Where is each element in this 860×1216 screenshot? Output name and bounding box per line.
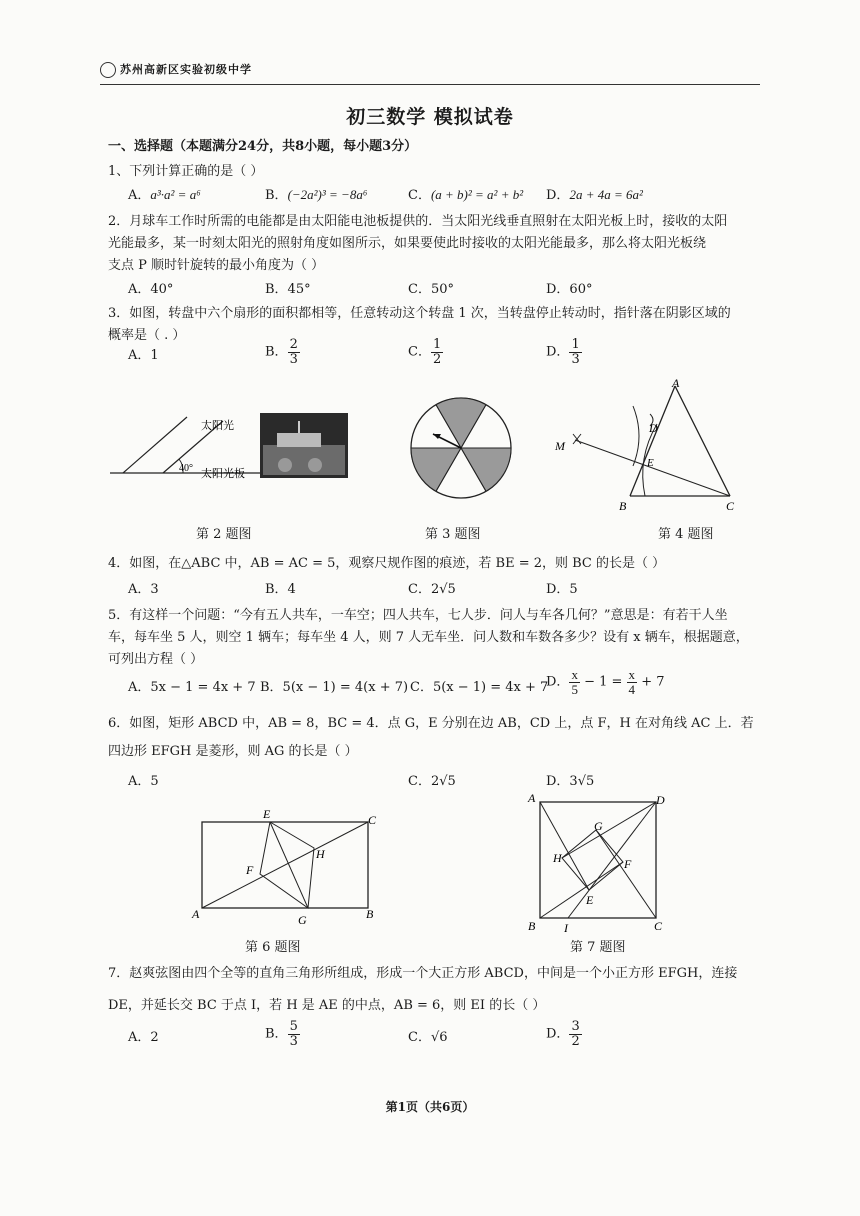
page-number: 第1页（共6页） xyxy=(385,1100,475,1114)
fig2-panel-label: 太阳光板 xyxy=(201,468,245,480)
q6-option-c: C．2√5 xyxy=(408,774,456,789)
fig3-caption: 第 3 题图 xyxy=(425,527,481,542)
q6-line-1: 6．如图，矩形 ABCD 中，AB = 8，BC = 4．点 G，E 分别在边 AB，CD 上，点 F，H 在对角线 AC 上．若 xyxy=(108,716,754,731)
q2-option-b: B．45° xyxy=(265,282,311,297)
fig6-label-e: E xyxy=(263,807,271,821)
q3-option-a: A．1 xyxy=(128,348,159,363)
figure-7 xyxy=(520,790,670,938)
fig6-diagonal-ac xyxy=(202,822,368,908)
q5-line-2: 车，每车坐 5 人，则空 1 辆车；每车坐 4 人，则 7 人无车坐．问人数和车数各多少？设有 x 辆车，根据题意， xyxy=(108,630,749,645)
fig7-label-a: A xyxy=(528,791,536,805)
fig7-small-square xyxy=(562,830,623,890)
fig6-label-g: G xyxy=(298,913,307,927)
fig4-label-m: M xyxy=(555,439,565,453)
q3-line-1: 3．如图，转盘中六个扇形的面积都相等，任意转动这个转盘 1 次，当转盘停止转动时，指针落在阴影区域的 xyxy=(108,306,731,321)
q1-option-a: A．a³·a² = a⁶ xyxy=(128,187,201,203)
q5-line-1: 5．有这样一个问题：“今有五人共车，一车空；四人共车，七人步．问人与车各几何？”意思是：有若干人坐 xyxy=(108,608,728,623)
q5-option-d: D． $\frac{x}{5}$ − 1 = $\frac{x}{4}$ + 7 xyxy=(546,667,665,697)
figure-2 xyxy=(105,395,355,500)
q5-option-b: B．5(x − 1) = 4(x + 7) xyxy=(260,680,409,695)
q7-option-a: A．2 xyxy=(128,1030,159,1045)
fig6-label-b: B xyxy=(366,907,374,921)
fig7-label-i: I xyxy=(564,921,568,935)
q5-line-3: 可列出方程（ ） xyxy=(108,652,204,667)
q3-option-d: D． $\frac{1}{3}$ xyxy=(546,337,580,367)
q3-option-b: B． $\frac{2}{3}$ xyxy=(265,337,298,367)
fig2-angle-label: 40° xyxy=(179,463,193,474)
page-title: 初三数学 模拟试卷 xyxy=(346,106,514,128)
fig7-label-c: C xyxy=(654,919,663,933)
figure-3 xyxy=(406,392,516,504)
figure-6 xyxy=(190,802,390,932)
fig2-caption: 第 2 题图 xyxy=(196,527,252,542)
fig4-side-ab xyxy=(630,386,675,496)
fig2-sun-ray-1 xyxy=(123,417,187,473)
fig4-caption: 第 4 题图 xyxy=(658,527,714,542)
fig7-label-g: G xyxy=(594,819,603,833)
q1-option-d: D．2a + 4a = 6a² xyxy=(546,187,643,203)
q6-option-a: A．5 xyxy=(128,774,159,789)
fig7-label-h: H xyxy=(553,851,562,865)
fig7-label-f: F xyxy=(624,857,632,871)
q7-option-c: C．√6 xyxy=(408,1030,448,1045)
spinner-shaded-sector-top xyxy=(436,398,486,448)
fig7-label-b: B xyxy=(528,919,536,933)
fig7-label-d: D xyxy=(656,793,665,807)
header-rule xyxy=(100,84,760,85)
school-name: 苏州高新区实验初级中学 xyxy=(120,63,252,76)
q1-option-c: C．(a + b)² = a² + b² xyxy=(408,187,524,203)
q2-option-d: D．60° xyxy=(546,282,593,297)
fig4-arc-small xyxy=(633,406,639,466)
fig2-sunlight-label: 太阳光 xyxy=(201,420,234,432)
fig6-label-h: H xyxy=(316,847,325,861)
fig4-label-a: A xyxy=(672,378,680,390)
q7-line-1: 7．赵爽弦图由四个全等的直角三角形所组成，形成一个大正方形 ABCD，中间是一个小正方形 EFGH，连接 xyxy=(108,966,738,981)
q3-line-2: 概率是（ . ） xyxy=(108,328,186,343)
fig6-rhombus-efgh xyxy=(260,822,314,908)
q4-option-d: D．5 xyxy=(546,582,578,597)
fig7-caption: 第 7 题图 xyxy=(570,940,626,955)
fig6-caption: 第 6 题图 xyxy=(245,940,301,955)
q7-option-d: D． $\frac{3}{2}$ xyxy=(546,1019,580,1049)
fig6-label-f: F xyxy=(246,863,254,877)
fig4-label-b: B xyxy=(619,499,627,513)
q2-option-a: A．40° xyxy=(128,282,174,297)
q4-option-a: A．3 xyxy=(128,582,159,597)
fig4-label-e: E xyxy=(647,457,654,469)
spinner-shaded-sector-left xyxy=(411,448,461,491)
fig7-label-e: E xyxy=(586,893,594,907)
fig7-line-de xyxy=(568,802,656,918)
fig4-label-c: C xyxy=(726,499,735,513)
q6-line-2: 四边形 EFGH 是菱形，则 AG 的长是（ ） xyxy=(108,744,358,759)
q7-option-b: B． $\frac{5}{3}$ xyxy=(265,1019,298,1049)
q3-option-c: C． $\frac{1}{2}$ xyxy=(408,337,442,367)
q4-option-c: C．2√5 xyxy=(408,582,456,597)
fig6-label-c: C xyxy=(368,813,377,827)
q2-line-3: 支点 P 顺时针旋转的最小角度为（ ） xyxy=(108,258,325,273)
section-heading: 一、选择题（本题满分24分，共8小题，每小题3分） xyxy=(108,139,418,154)
school-logo-icon xyxy=(100,62,116,78)
q7-line-2: DE，并延长交 BC 于点 I，若 H 是 AE 的中点，AB = 6，则 EI 的长（ ） xyxy=(108,998,546,1013)
q4-option-b: B．4 xyxy=(265,582,296,597)
q1-option-b: B．(−2a²)³ = −8a⁶ xyxy=(265,187,368,203)
q5-option-c: C．5(x − 1) = 4x + 7 xyxy=(410,680,549,695)
q2-option-c: C．50° xyxy=(408,282,454,297)
q6-option-d: D．3√5 xyxy=(546,774,595,789)
q2-line-1: 2．月球车工作时所需的电能都是由太阳能电池板提供的．当太阳光线垂直照射在太阳光板上时，接收的太阳 xyxy=(108,214,728,229)
figure-4 xyxy=(545,378,750,518)
q4-stem: 4．如图，在△ABC 中，AB = AC = 5，观察尺规作图的痕迹，若 BE = 2，则 BC 的长是（ ） xyxy=(108,556,666,571)
fig4-label-d: D xyxy=(649,421,658,435)
fig6-label-a: A xyxy=(192,907,200,921)
spinner-shaded-sector-right xyxy=(461,448,511,491)
q1-stem: 1、下列计算正确的是（ ） xyxy=(108,164,264,179)
q2-line-2: 光能最多，某一时刻太阳光的照射角度如图所示，如果要使此时接收的太阳光能最多，那么将太阳光板绕 xyxy=(108,236,707,251)
q5-option-a: A．5x − 1 = 4x + 7 xyxy=(128,680,256,695)
